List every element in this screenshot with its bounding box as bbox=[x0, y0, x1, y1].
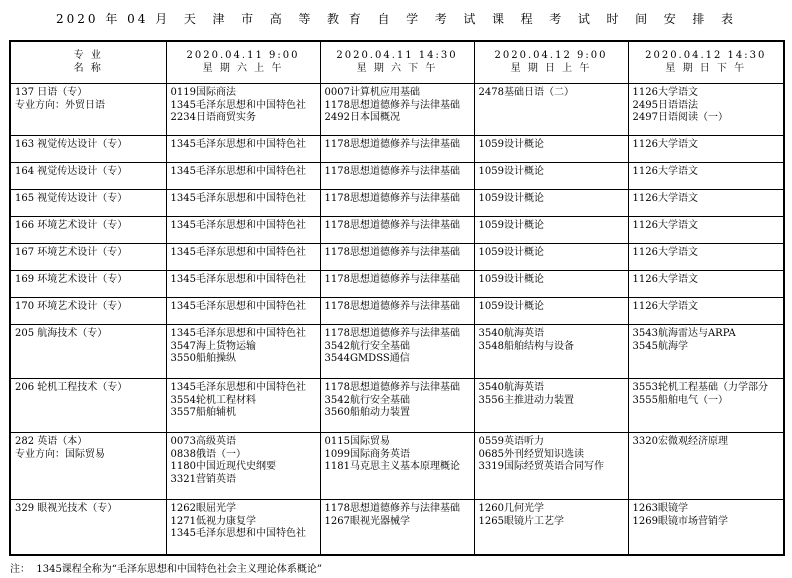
course-line: 1178思想道德修养与法律基础 bbox=[324, 274, 460, 285]
course-cell bbox=[628, 500, 784, 555]
course-cell bbox=[474, 244, 628, 271]
major-line: 169 环境艺术设计（专） bbox=[15, 274, 128, 285]
course-line: 1059设计概论 bbox=[478, 166, 544, 177]
table-row bbox=[10, 244, 784, 271]
course-cell bbox=[320, 163, 474, 190]
header-slot-4: 2020.04.12 14:30 星 期 日 下 午 bbox=[628, 41, 784, 84]
major-cell bbox=[10, 217, 166, 244]
major-cell bbox=[10, 244, 166, 271]
course-cell bbox=[166, 190, 320, 217]
course-line: 1099国际商务英语 bbox=[324, 448, 410, 460]
course-line: 3555船舶电气（一） bbox=[632, 394, 728, 406]
course-line: 1178思想道德修养与法律基础 bbox=[324, 503, 460, 514]
course-cell bbox=[320, 84, 474, 136]
course-cell bbox=[166, 433, 320, 500]
course-line: 3554轮机工程材料 bbox=[170, 394, 256, 406]
course-line: 1126大学语文 bbox=[632, 301, 698, 312]
major-cell bbox=[10, 379, 166, 433]
major-line: 329 眼视光技术（专） bbox=[15, 503, 118, 514]
course-line: 1271低视力康复学 bbox=[170, 515, 256, 527]
course-cell bbox=[320, 325, 474, 379]
course-cell bbox=[166, 217, 320, 244]
course-cell bbox=[628, 84, 784, 136]
course-line: 3556主推进动力装置 bbox=[478, 394, 574, 406]
course-cell bbox=[320, 379, 474, 433]
course-line: 1178思想道德修养与法律基础 bbox=[324, 382, 460, 393]
course-line: 1126大学语文 bbox=[632, 87, 698, 98]
footnote: 注： 1345课程全称为“毛泽东思想和中国特色社会主义理论体系概论” bbox=[10, 564, 323, 575]
course-line: 1178思想道德修养与法律基础 bbox=[324, 99, 460, 111]
major-line: 165 视觉传达设计（专） bbox=[15, 193, 128, 204]
course-line: 3557船舶辅机 bbox=[170, 407, 236, 418]
course-line: 3550船舶操纵 bbox=[170, 353, 236, 364]
major-line: 206 轮机工程技术（专） bbox=[15, 382, 128, 393]
course-line: 1126大学语文 bbox=[632, 193, 698, 204]
course-line: 1345毛泽东思想和中国特色社 bbox=[170, 166, 306, 177]
table-row bbox=[10, 217, 784, 244]
course-line: 1059设计概论 bbox=[478, 247, 544, 258]
course-line: 3540航海英语 bbox=[478, 328, 544, 339]
table-row bbox=[10, 190, 784, 217]
table-body bbox=[10, 84, 784, 555]
course-line: 3319国际经贸英语合同写作 bbox=[478, 461, 604, 472]
course-cell bbox=[474, 298, 628, 325]
course-cell bbox=[628, 217, 784, 244]
course-cell bbox=[320, 433, 474, 500]
course-line: 0838俄语（一） bbox=[170, 448, 246, 460]
table-row bbox=[10, 379, 784, 433]
course-line: 1260几何光学 bbox=[478, 503, 544, 514]
course-line: 1181马克思主义基本原理概论 bbox=[324, 461, 460, 472]
course-cell bbox=[474, 163, 628, 190]
major-cell bbox=[10, 298, 166, 325]
table-row bbox=[10, 271, 784, 298]
major-cell bbox=[10, 500, 166, 555]
course-line: 2497日语阅读（一） bbox=[632, 112, 728, 123]
course-line: 1126大学语文 bbox=[632, 247, 698, 258]
header-slot-1: 2020.04.11 9:00 星 期 六 上 午 bbox=[166, 41, 320, 84]
course-cell bbox=[628, 433, 784, 500]
course-line: 1059设计概论 bbox=[478, 274, 544, 285]
course-line: 3321营销英语 bbox=[170, 473, 236, 485]
major-cell bbox=[10, 163, 166, 190]
major-line: 282 英语（本） bbox=[15, 436, 88, 447]
course-line: 1265眼镜片工艺学 bbox=[478, 515, 564, 527]
major-line: 167 环境艺术设计（专） bbox=[15, 247, 128, 258]
course-line: 3560船舶动力装置 bbox=[324, 407, 410, 418]
course-line: 0073高级英语 bbox=[170, 436, 236, 447]
course-line: 2234日语商贸实务 bbox=[170, 112, 256, 123]
course-line: 0685外刊经贸知识选读 bbox=[478, 448, 584, 460]
major-line: 137 日语（专） bbox=[15, 87, 88, 98]
course-line: 1178思想道德修养与法律基础 bbox=[324, 328, 460, 339]
course-cell bbox=[474, 325, 628, 379]
table-row bbox=[10, 84, 784, 136]
course-cell bbox=[628, 190, 784, 217]
course-line: 0115国际贸易 bbox=[324, 436, 390, 447]
course-line: 1345毛泽东思想和中国特色社 bbox=[170, 139, 306, 150]
course-line: 1180中国近现代史纲要 bbox=[170, 461, 276, 472]
course-cell bbox=[166, 271, 320, 298]
course-line: 1059设计概论 bbox=[478, 193, 544, 204]
course-line: 1262眼屈光学 bbox=[170, 503, 236, 514]
course-line: 1345毛泽东思想和中国特色社 bbox=[170, 220, 306, 231]
course-line: 3545航海学 bbox=[632, 340, 688, 352]
course-cell bbox=[166, 325, 320, 379]
course-line: 3542航行安全基础 bbox=[324, 394, 410, 406]
course-cell bbox=[320, 136, 474, 163]
major-line: 205 航海技术（专） bbox=[15, 328, 108, 339]
course-cell bbox=[166, 244, 320, 271]
course-line: 1267眼视光器械学 bbox=[324, 515, 410, 527]
course-cell bbox=[628, 244, 784, 271]
course-cell bbox=[628, 298, 784, 325]
course-cell bbox=[474, 433, 628, 500]
table-row bbox=[10, 433, 784, 500]
course-cell bbox=[320, 244, 474, 271]
course-line: 1178思想道德修养与法律基础 bbox=[324, 247, 460, 258]
course-line: 3540航海英语 bbox=[478, 382, 544, 393]
course-line: 1059设计概论 bbox=[478, 220, 544, 231]
course-line: 1059设计概论 bbox=[478, 301, 544, 312]
course-cell bbox=[474, 136, 628, 163]
course-line: 2495日语语法 bbox=[632, 99, 698, 111]
course-cell bbox=[166, 298, 320, 325]
header-slot-3: 2020.04.12 9:00 星 期 日 上 午 bbox=[474, 41, 628, 84]
header-slot-2: 2020.04.11 14:30 星 期 六 下 午 bbox=[320, 41, 474, 84]
course-line: 1345毛泽东思想和中国特色社 bbox=[170, 328, 306, 339]
course-cell bbox=[628, 136, 784, 163]
major-cell bbox=[10, 271, 166, 298]
course-line: 1345毛泽东思想和中国特色社 bbox=[170, 193, 306, 204]
course-cell bbox=[628, 271, 784, 298]
course-line: 1345毛泽东思想和中国特色社 bbox=[170, 274, 306, 285]
table-row bbox=[10, 163, 784, 190]
major-line: 170 环境艺术设计（专） bbox=[15, 301, 128, 312]
course-cell bbox=[628, 379, 784, 433]
course-cell bbox=[320, 500, 474, 555]
course-line: 1126大学语文 bbox=[632, 139, 698, 150]
course-cell bbox=[474, 271, 628, 298]
course-cell bbox=[474, 379, 628, 433]
header-major: 专 业 名 称 bbox=[10, 41, 166, 84]
course-line: 2478基础日语（二） bbox=[478, 87, 574, 98]
course-cell bbox=[628, 325, 784, 379]
course-line: 1126大学语文 bbox=[632, 274, 698, 285]
course-cell bbox=[320, 217, 474, 244]
course-line: 0007计算机应用基础 bbox=[324, 87, 420, 98]
major-line: 166 环境艺术设计（专） bbox=[15, 220, 128, 231]
table-row bbox=[10, 325, 784, 379]
course-line: 0559英语听力 bbox=[478, 436, 544, 447]
course-cell bbox=[320, 190, 474, 217]
course-line: 1059设计概论 bbox=[478, 139, 544, 150]
course-line: 3544GMDSS通信 bbox=[324, 353, 410, 364]
course-cell bbox=[166, 136, 320, 163]
major-cell bbox=[10, 190, 166, 217]
course-line: 3543航海雷达与ARPA bbox=[632, 328, 736, 339]
major-cell bbox=[10, 84, 166, 136]
course-cell bbox=[320, 271, 474, 298]
course-line: 3320宏微观经济原理 bbox=[632, 436, 728, 447]
course-line: 1345毛泽东思想和中国特色社 bbox=[170, 382, 306, 393]
major-line: 专业方向：国际贸易 bbox=[15, 448, 105, 460]
course-line: 1263眼镜学 bbox=[632, 503, 688, 514]
course-cell bbox=[474, 217, 628, 244]
course-cell bbox=[166, 500, 320, 555]
major-line: 163 视觉传达设计（专） bbox=[15, 139, 128, 150]
course-line: 3548船舶结构与设备 bbox=[478, 340, 574, 352]
course-line: 1345毛泽东思想和中国特色社 bbox=[170, 99, 306, 111]
table-row bbox=[10, 136, 784, 163]
major-cell bbox=[10, 325, 166, 379]
course-line: 3553轮机工程基础（力学部分 bbox=[632, 382, 768, 393]
course-line: 1345毛泽东思想和中国特色社 bbox=[170, 528, 306, 539]
course-line: 1345毛泽东思想和中国特色社 bbox=[170, 247, 306, 258]
course-line: 1178思想道德修养与法律基础 bbox=[324, 166, 460, 177]
table-row bbox=[10, 298, 784, 325]
course-cell bbox=[320, 298, 474, 325]
course-line: 1178思想道德修养与法律基础 bbox=[324, 301, 460, 312]
exam-schedule-table bbox=[9, 40, 785, 556]
course-line: 3542航行安全基础 bbox=[324, 340, 410, 352]
major-line: 专业方向：外贸日语 bbox=[15, 99, 105, 111]
course-cell bbox=[166, 84, 320, 136]
page-title: 2020 年 04 月 天 津 市 高 等 教 育 自 学 考 试 课 程 考 试 时 间 安 排 表 bbox=[55, 12, 737, 26]
course-line: 3547海上货物运输 bbox=[170, 340, 256, 352]
course-line: 0119国际商法 bbox=[170, 87, 236, 98]
table-row bbox=[10, 500, 784, 555]
major-cell bbox=[10, 136, 166, 163]
course-line: 1178思想道德修养与法律基础 bbox=[324, 193, 460, 204]
course-cell bbox=[166, 163, 320, 190]
course-cell bbox=[628, 163, 784, 190]
course-line: 1269眼镜市场营销学 bbox=[632, 515, 728, 527]
major-cell bbox=[10, 433, 166, 500]
course-line: 2492日本国概况 bbox=[324, 112, 400, 123]
major-line: 164 视觉传达设计（专） bbox=[15, 166, 128, 177]
course-line: 1178思想道德修养与法律基础 bbox=[324, 139, 460, 150]
course-line: 1345毛泽东思想和中国特色社 bbox=[170, 301, 306, 312]
course-cell bbox=[474, 500, 628, 555]
course-cell bbox=[166, 379, 320, 433]
course-cell bbox=[474, 84, 628, 136]
course-line: 1178思想道德修养与法律基础 bbox=[324, 220, 460, 231]
course-line: 1126大学语文 bbox=[632, 220, 698, 231]
course-line: 1126大学语文 bbox=[632, 166, 698, 177]
course-cell bbox=[474, 190, 628, 217]
header-row bbox=[10, 41, 784, 84]
